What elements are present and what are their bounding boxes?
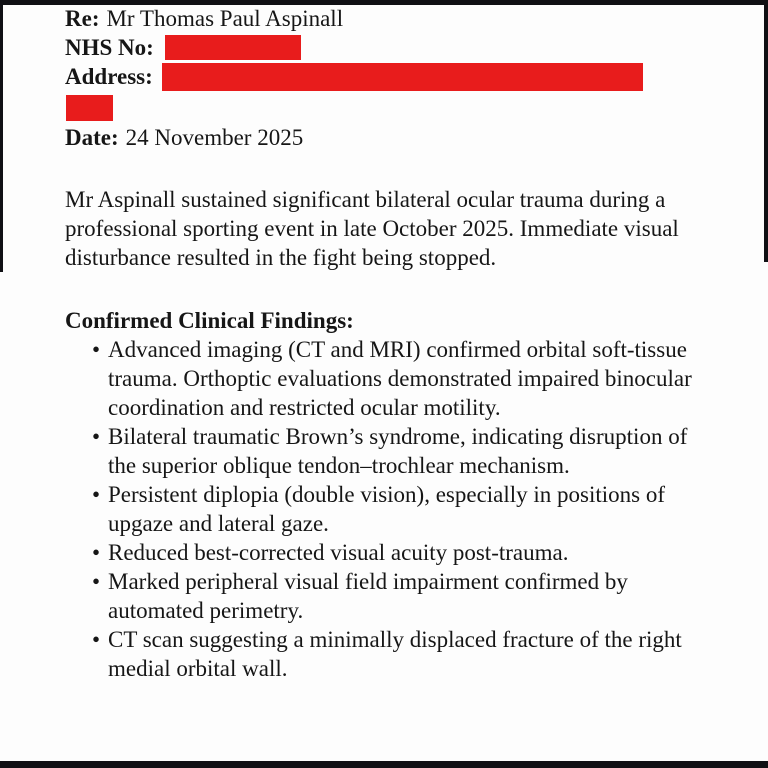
finding-text: Reduced best-corrected visual acuity post-trauma. xyxy=(108,539,569,565)
bullet-icon: • xyxy=(92,626,101,652)
intro-paragraph: Mr Aspinall sustained significant bilateral ocular trauma during a professional sporting event in late October 2025. Immediate visual disturbance resulted in the fight being stopped. xyxy=(65,186,679,270)
finding-text: Advanced imaging (CT and MRI) confirmed orbital soft-tissue trauma. Orthoptic evaluations demonstrated impaired binocular coordination and restricted ocular motility. xyxy=(108,336,692,420)
address-line xyxy=(65,62,710,93)
finding-item xyxy=(92,567,704,625)
finding-item xyxy=(92,625,704,683)
findings-list xyxy=(65,335,704,683)
address-redaction-block xyxy=(162,63,643,91)
bullet-icon: • xyxy=(92,539,101,565)
frame-left-edge xyxy=(0,0,3,272)
date-label: Date: xyxy=(65,124,119,150)
address-line-2 xyxy=(65,93,710,123)
nhs-redaction-block xyxy=(165,35,301,60)
finding-text: Bilateral traumatic Brown’s syndrome, indicating disruption of the superior oblique tendon–trochlear mechanism. xyxy=(108,423,688,478)
re-line xyxy=(65,4,710,33)
bullet-icon: • xyxy=(92,568,101,594)
bullet-icon: • xyxy=(92,336,101,362)
frame-top-edge xyxy=(0,0,768,5)
nhs-label: NHS No: xyxy=(65,35,154,60)
finding-item xyxy=(92,422,704,480)
re-value: Mr Thomas Paul Aspinall xyxy=(106,6,344,31)
findings-heading: Confirmed Clinical Findings: xyxy=(65,307,354,333)
finding-item xyxy=(92,538,704,567)
finding-text: Persistent diplopia (double vision), especially in positions of upgaze and lateral gaze. xyxy=(108,481,666,536)
date-value: 24 November 2025 xyxy=(125,124,304,150)
date-line xyxy=(65,123,710,152)
frame-right-edge xyxy=(764,0,768,262)
bullet-icon: • xyxy=(92,423,101,449)
finding-item xyxy=(92,335,704,422)
nhs-line xyxy=(65,33,710,62)
frame-bottom-edge xyxy=(0,761,768,768)
finding-text: CT scan suggesting a minimally displaced fracture of the right medial orbital wall. xyxy=(108,626,682,681)
address-label: Address: xyxy=(65,64,153,90)
re-label: Re: xyxy=(65,6,100,31)
address-redaction-block-2 xyxy=(66,95,113,121)
finding-text: Marked peripheral visual field impairment confirmed by automated perimetry. xyxy=(108,568,628,623)
bullet-icon: • xyxy=(92,481,101,507)
finding-item xyxy=(92,480,704,538)
